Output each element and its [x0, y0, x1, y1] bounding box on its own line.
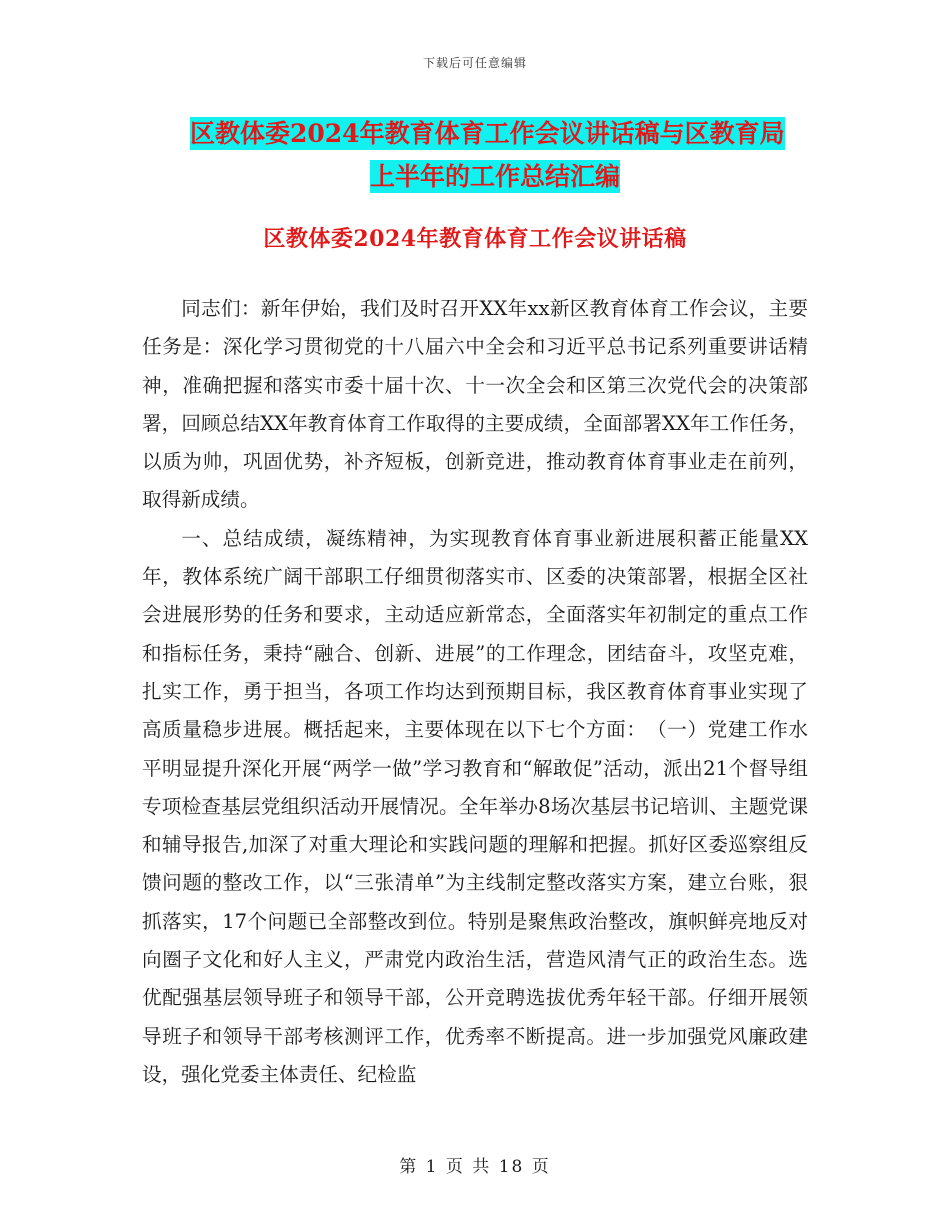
document-body	[142, 290, 808, 1094]
document-title-line-1: 区教体委2024年教育体育工作会议讲话稿与区教育局	[190, 119, 785, 148]
page-number-footer: 第 1 页 共 18 页	[399, 1157, 551, 1177]
section-title: 区教体委2024年教育体育工作会议讲话稿	[263, 226, 687, 252]
document-title-line-2: 上半年的工作总结汇编	[369, 162, 620, 191]
paragraph-opening: 同志们：新年伊始，我们及时召开XX年xx新区教育体育工作会议，主要任务是：深化学习贯彻党的十八届六中全会和习近平总书记系列重要讲话精神，准确把握和落实市委十届十次、十一次全会和区第三次党代会的决策部署，回顾总结XX年教育体育工作取得的主要成绩，全面部署XX年工作任务，以质为帅，巩固优势，补齐短板，创新竞进，推动教育体育事业走在前列，取得新成绩。	[142, 297, 808, 512]
page-header-note: 下载后可任意编辑	[422, 56, 527, 70]
paragraph-section-one: 一、总结成绩，凝练精神，为实现教育体育事业新进展积蓄正能量XX年，教体系统广阔干部职工仔细贯彻落实市、区委的决策部署，根据全区社会进展形势的任务和要求，主动适应新常态，全面落实年初制定的重点工作和指标任务，秉持“融合、创新、进展”的工作理念，团结奋斗，攻坚克难，扎实工作，勇于担当，各项工作均达到预期目标，我区教育体育事业实现了高质量稳步进展。概括起来，主要体现在以下七个方面： （一）党建工作水平明显提升深化开展“两学一做”学习教育和“解敢促”活动，派出21个督导组专项检查基层党组织活动开展情况。全年举办8场次基层书记培训、主题党课和辅导报告,加深了对重大理论和实践问题的理解和把握。抓好区委巡察组反馈问题的整改工作，以“三张清单”为主线制定整改落实方案，建立台账，狠抓落实，17个问题已全部整改到位。特别是聚焦政治整改，旗帜鲜亮地反对向圈子文化和好人主义，严肃党内政治生活，营造风清气正的政治生态。选优配强基层领导班子和领导干部，公开竞聘选拔优秀年轻干部。仔细开展领导班子和领导干部考核测评工作，优秀率不断提高。进一步加强党风廉政建设，强化党委主体责任、纪检监	[142, 526, 808, 1086]
document-title	[190, 112, 810, 198]
